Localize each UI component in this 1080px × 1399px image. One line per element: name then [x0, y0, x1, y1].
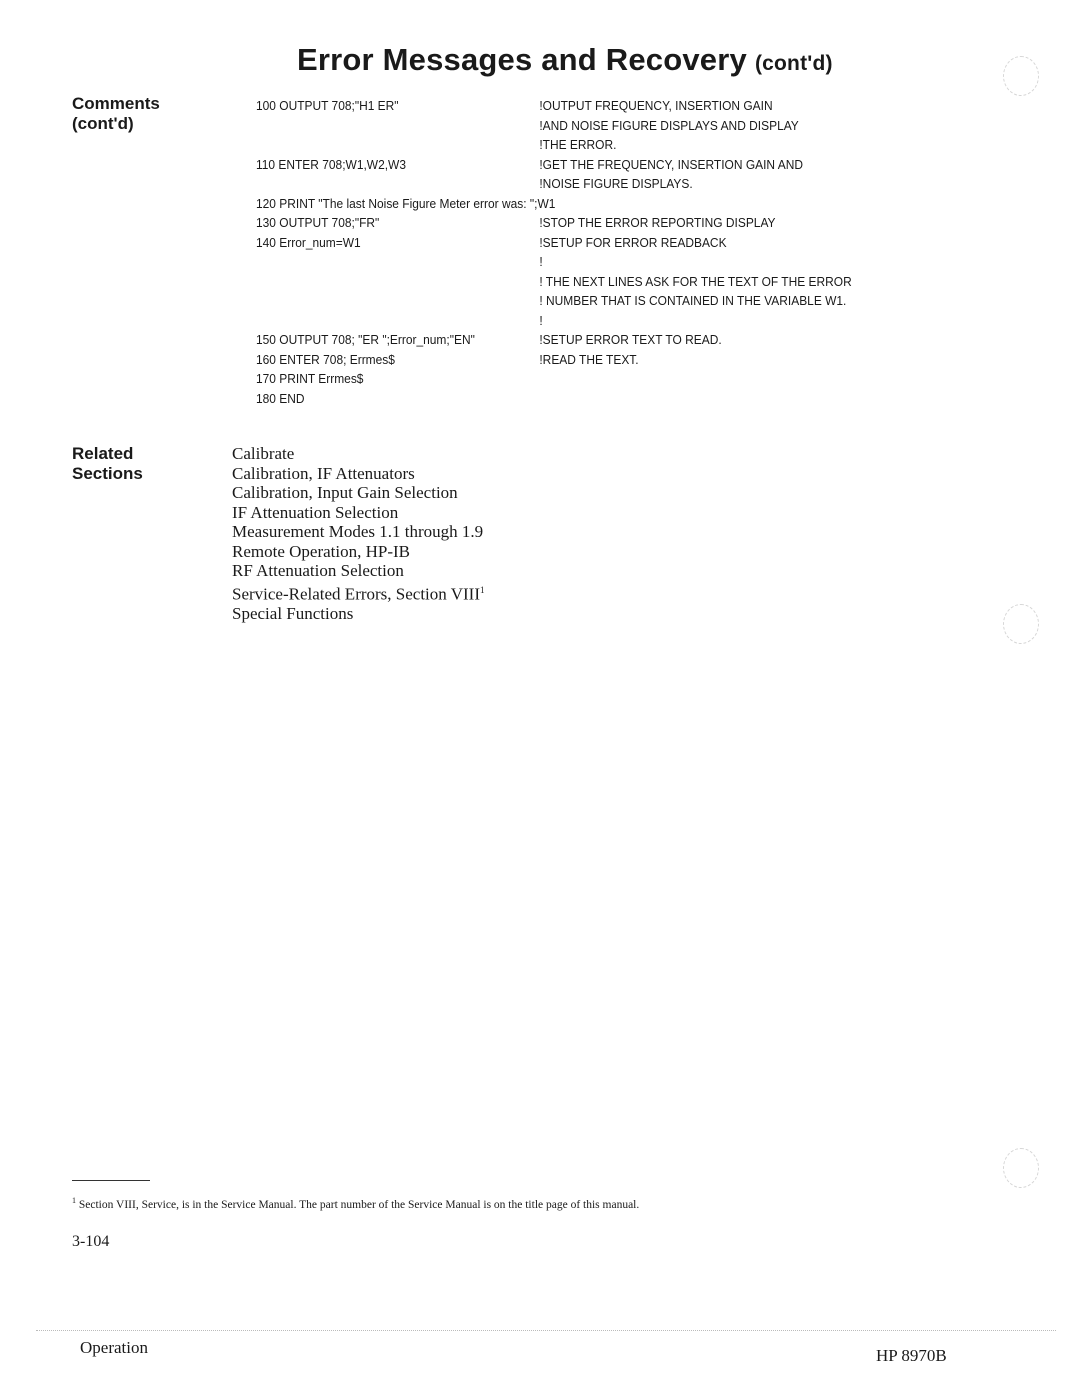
code-line: [256, 293, 900, 313]
related-section-item: [232, 444, 485, 464]
footnote-divider: [72, 1180, 150, 1181]
code-line: [256, 254, 900, 274]
related-sections-heading: [72, 444, 212, 484]
footer-divider: [36, 1330, 1056, 1331]
code-line: [256, 352, 900, 372]
related-section-item: [232, 503, 485, 523]
code-comment: !AND NOISE FIGURE DISPLAYS AND DISPLAY: [539, 117, 799, 133]
comments-heading-line1: Comments: [72, 94, 160, 113]
code-line: [256, 313, 900, 333]
code-comment: !GET THE FREQUENCY, INSERTION GAIN AND: [539, 156, 803, 172]
footer-product-name: HP 8970B: [876, 1346, 947, 1365]
related-section-item: [232, 561, 485, 581]
code-statement: 150 OUTPUT 708; "ER ";Error_num;"EN": [256, 332, 475, 347]
related-section-label: Remote Operation, HP-IB: [232, 541, 410, 561]
code-comment: !SETUP FOR ERROR READBACK: [539, 234, 727, 250]
page-number: 3-104: [72, 1233, 110, 1250]
code-statement: 120 PRINT "The last Noise Figure Meter error was: ";W1: [256, 195, 556, 211]
binder-hole-icon: [1003, 56, 1039, 96]
binder-hole-icon: [1003, 604, 1039, 644]
binder-hole-icon: [1003, 1148, 1039, 1188]
code-comment: !NOISE FIGURE DISPLAYS.: [539, 176, 693, 191]
related-section-label: Special Functions: [232, 603, 354, 623]
code-statement: 100 OUTPUT 708;"H1 ER": [256, 98, 399, 113]
code-comment: !: [539, 312, 543, 328]
related-heading-line2: Sections: [72, 464, 143, 483]
related-section-label: Calibration, IF Attenuators: [232, 463, 415, 483]
related-section-item: [232, 604, 485, 624]
related-section-item: [232, 522, 485, 542]
related-section-label: IF Attenuation Selection: [232, 502, 399, 522]
related-section-label: Calibrate: [232, 444, 295, 463]
code-statement: 110 ENTER 708;W1,W2,W3: [256, 156, 407, 172]
code-statement: 180 END: [256, 390, 305, 406]
footer-section-name: Operation: [80, 1338, 148, 1357]
code-line: [256, 137, 900, 157]
code-line: [256, 274, 900, 294]
code-line: [256, 215, 900, 235]
code-line: [256, 118, 900, 138]
code-line: [256, 235, 900, 255]
code-statement: 160 ENTER 708; Errmes$: [256, 351, 395, 367]
code-comment: !READ THE TEXT.: [539, 351, 639, 367]
related-section-label: Measurement Modes 1.1 through 1.9: [232, 522, 484, 541]
code-line: [256, 391, 900, 411]
footnote: [72, 1196, 639, 1211]
related-section-label: RF Attenuation Selection: [232, 561, 404, 580]
code-line: [256, 176, 900, 196]
related-heading-line1: Related: [72, 444, 134, 463]
comments-heading-line2: (cont'd): [72, 114, 134, 133]
related-section-item: [232, 483, 485, 503]
code-comment: !THE ERROR.: [539, 137, 617, 152]
page-title-text: Error Messages and Recovery: [297, 42, 747, 77]
related-section-label: Calibration, Input Gain Selection: [232, 483, 458, 502]
code-listing: [256, 98, 900, 410]
code-comment: ! NUMBER THAT IS CONTAINED IN THE VARIABLE W1.: [539, 293, 847, 308]
related-sections-list: [232, 444, 485, 623]
footnote-marker: 1: [72, 1196, 76, 1205]
code-line: [256, 332, 900, 352]
code-comment: !: [539, 254, 543, 269]
code-comment: ! THE NEXT LINES ASK FOR THE TEXT OF THE ERROR: [539, 273, 852, 289]
code-line: [256, 371, 900, 391]
code-line: [256, 157, 900, 177]
code-comment: !OUTPUT FREQUENCY, INSERTION GAIN: [539, 98, 773, 113]
code-comment: !SETUP ERROR TEXT TO READ.: [539, 332, 722, 347]
related-section-label: Service-Related Errors, Section VIII: [232, 584, 480, 604]
code-statement: 170 PRINT Errmes$: [256, 371, 364, 386]
code-comment: !STOP THE ERROR REPORTING DISPLAY: [539, 215, 776, 230]
related-footnote-marker: 1: [480, 584, 485, 595]
related-section-item: [232, 464, 485, 484]
related-section-item: [232, 581, 485, 604]
comments-heading: [72, 94, 212, 134]
related-section-item: [232, 542, 485, 562]
code-line: [256, 98, 900, 118]
page-title: [297, 42, 833, 78]
code-line: [256, 196, 900, 216]
footnote-text: Section VIII, Service, is in the Service Manual. The part number of the Service Manual is on the title page of this manual.: [78, 1198, 640, 1211]
code-statement: 140 Error_num=W1: [256, 234, 361, 250]
page-title-suffix: (cont'd): [754, 52, 833, 75]
code-statement: 130 OUTPUT 708;"FR": [256, 215, 380, 230]
